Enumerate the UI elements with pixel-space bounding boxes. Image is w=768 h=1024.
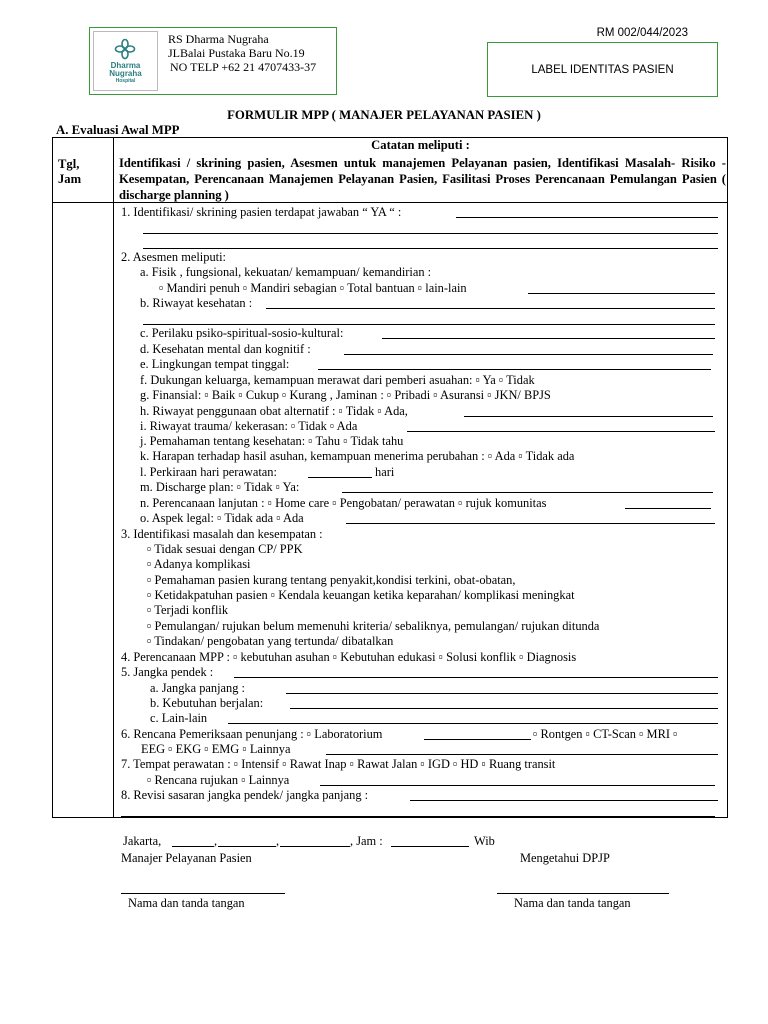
item-3-option[interactable]: ▫ Adanya komplikasi	[147, 557, 251, 571]
notes-column-description: Identifikasi / skrining pasien, Asesmen untuk manajemen Pelayanan pasien, Identifikasi Masalah- Risiko - Kesempatan, Perencanaan Manajemen Pelayanan Pasien, Fasilitasi Proses Perencanaan Pemulangan Pasien ( discharge planning )	[119, 156, 726, 202]
fill-line[interactable]	[266, 308, 715, 309]
item-3-option[interactable]: ▫ Tindakan/ pengobatan yang tertunda/ dibatalkan	[147, 634, 394, 648]
item-5b-ongoing-needs: b. Kebutuhan berjalan:	[150, 696, 264, 710]
date-month-line[interactable]	[218, 846, 276, 847]
case-manager-role: Manajer Pelayanan Pasien	[121, 851, 252, 865]
time-line[interactable]	[391, 846, 469, 847]
fill-line[interactable]	[464, 416, 713, 417]
case-manager-signature-line[interactable]	[121, 893, 285, 894]
fill-line[interactable]	[290, 708, 718, 709]
document-number: RM 002/044/2023	[596, 27, 688, 39]
fill-line[interactable]	[625, 508, 711, 509]
date-year-line[interactable]	[280, 846, 350, 847]
item-2l-estimated-stay: l. Perkiraan hari perawatan:	[140, 465, 277, 479]
item-5a-long-term: a. Jangka panjang :	[150, 681, 245, 695]
item-2a-physical: a. Fisik , fungsional, kekuatan/ kemampuan/ kemandirian :	[140, 265, 432, 279]
fill-line[interactable]	[456, 217, 718, 218]
dpjp-role: Mengetahui DPJP	[520, 851, 610, 865]
fill-line[interactable]	[407, 431, 715, 432]
table-column-divider	[113, 137, 114, 818]
fill-line[interactable]	[318, 369, 711, 370]
item-2i-trauma[interactable]: i. Riwayat trauma/ kekerasan: ▫ Tidak ▫ Ada	[140, 419, 358, 433]
fill-line[interactable]	[143, 248, 718, 249]
fill-line[interactable]	[143, 233, 718, 234]
patient-label-text: LABEL IDENTITAS PASIEN	[531, 63, 674, 76]
fill-line[interactable]	[342, 492, 713, 493]
fill-line[interactable]	[234, 677, 718, 678]
item-6-exam-options-2[interactable]: EEG ▫ EKG ▫ EMG ▫ Lainnya	[141, 742, 291, 756]
dpjp-signature-line[interactable]	[497, 893, 669, 894]
item-5c-others: c. Lain-lain	[150, 711, 208, 725]
item-4-mpp-planning[interactable]: 4. Perencanaan MPP : ▫ kebutuhan asuhan ▫ Kebutuhan edukasi ▫ Solusi konflik ▫ Diagnosis	[121, 650, 577, 664]
patient-label-box	[487, 42, 718, 97]
fill-line[interactable]	[346, 523, 715, 524]
comma: ,	[276, 834, 280, 848]
days-unit: hari	[375, 465, 395, 479]
flower-logo-icon	[114, 38, 136, 60]
item-2g-financial[interactable]: g. Finansial: ▫ Baik ▫ Cukup ▫ Kurang , Jaminan : ▫ Pribadi ▫ Asuransi ▫ JKN/ BPJS	[140, 388, 551, 402]
item-2f-family-support[interactable]: f. Dukungan keluarga, kemampuan merawat dari pemberi asuahan: ▫ Ya ▫ Tidak	[140, 373, 535, 387]
fill-line[interactable]	[344, 354, 713, 355]
item-6-exam-options[interactable]: ▫ Rontgen ▫ CT-Scan ▫ MRI ▫	[533, 727, 678, 741]
item-3-option[interactable]: ▫ Pemulangan/ rujukan belum memenuhi kriteria/ sebaliknya, pemulangan/ rujukan ditunda	[147, 619, 600, 633]
item-5-short-term: 5. Jangka pendek :	[121, 665, 214, 679]
item-2h-alternative-medicine[interactable]: h. Riwayat penggunaan obat alternatif : ▫ Tidak ▫ Ada,	[140, 404, 408, 418]
dpjp-caption: Nama dan tanda tangan	[514, 896, 631, 910]
item-3-option[interactable]: ▫ Ketidakpatuhan pasien ▫ Kendala keuangan ketika keparahan/ komplikasi meningkat	[147, 588, 575, 602]
hospital-phone: NO TELP +62 21 4707433-37	[170, 60, 317, 74]
comma: ,	[214, 834, 218, 848]
logo-text-nugraha: Nugraha	[109, 69, 142, 78]
fill-line[interactable]	[424, 739, 531, 740]
signature-wib: Wib	[474, 834, 495, 848]
item-2-assessment: 2. Asesmen meliputi:	[121, 250, 226, 264]
item-8-target-revision: 8. Revisi sasaran jangka pendek/ jangka panjang :	[121, 788, 369, 802]
fill-line[interactable]	[121, 816, 715, 817]
fill-line[interactable]	[228, 723, 718, 724]
hospital-logo	[93, 31, 158, 91]
fill-line[interactable]	[410, 800, 718, 801]
date-day-line[interactable]	[172, 846, 214, 847]
hospital-name: RS Dharma Nugraha	[168, 32, 269, 46]
jam-label: Jam	[58, 172, 82, 186]
item-6-supporting-exams[interactable]: 6. Rencana Pemeriksaan penunjang : ▫ Laboratorium	[121, 727, 383, 741]
item-3-problem-identification: 3. Identifikasi masalah dan kesempatan :	[121, 527, 323, 541]
logo-text-dharma: Dharma	[110, 61, 141, 70]
item-3-option[interactable]: ▫ Tidak sesuai dengan CP/ PPK	[147, 542, 303, 556]
item-2n-follow-up-plan[interactable]: n. Perencanaan lanjutan : ▫ Home care ▫ Pengobatan/ perawatan ▫ rujuk komunitas	[140, 496, 547, 510]
fill-line[interactable]	[143, 324, 715, 325]
item-7-care-location[interactable]: 7. Tempat perawatan : ▫ Intensif ▫ Rawat Inap ▫ Rawat Jalan ▫ IGD ▫ HD ▫ Ruang transit	[121, 757, 556, 771]
date-time-column-header	[58, 157, 81, 187]
item-3-option[interactable]: ▫ Pemahaman pasien kurang tentang penyakit,kondisi terkini, obat-obatan,	[147, 573, 516, 587]
form-title: FORMULIR MPP ( MANAJER PELAYANAN PASIEN )	[227, 108, 541, 122]
signature-place: Jakarta,	[123, 834, 162, 848]
item-2b-health-history: b. Riwayat kesehatan :	[140, 296, 253, 310]
fill-line[interactable]	[320, 785, 715, 786]
item-2d-mental-health: d. Kesehatan mental dan kognitif :	[140, 342, 311, 356]
signature-jam: , Jam :	[350, 834, 383, 848]
item-2e-environment: e. Lingkungan tempat tinggal:	[140, 357, 290, 371]
item-2c-psycho-spiritual: c. Perilaku psiko-spiritual-sosio-kultural:	[140, 326, 344, 340]
fill-line[interactable]	[326, 754, 718, 755]
item-1-identification: 1. Identifikasi/ skrining pasien terdapat jawaban “ YA “ :	[121, 205, 402, 219]
item-2j-health-understanding[interactable]: j. Pemahaman tentang kesehatan: ▫ Tahu ▫ Tidak tahu	[140, 434, 404, 448]
hospital-address: JLBalai Pustaka Baru No.19	[168, 46, 305, 60]
fill-line[interactable]	[286, 693, 718, 694]
case-manager-caption: Nama dan tanda tangan	[128, 896, 245, 910]
item-7-referral-plan[interactable]: ▫ Rencana rujukan ▫ Lainnya	[147, 773, 290, 787]
notes-column-title: Catatan meliputi :	[371, 138, 470, 152]
item-3-option[interactable]: ▫ Terjadi konflik	[147, 603, 229, 617]
logo-text-hospital: Hospital	[115, 78, 136, 84]
tgl-label: Tgl,	[58, 157, 80, 171]
item-2m-discharge-plan[interactable]: m. Discharge plan: ▫ Tidak ▫ Ya:	[140, 480, 300, 494]
item-2k-expectations[interactable]: k. Harapan terhadap hasil asuhan, kemampuan menerima perubahan : ▫ Ada ▫ Tidak ada	[140, 449, 575, 463]
fill-line[interactable]	[528, 293, 715, 294]
item-2o-legal-aspect[interactable]: o. Aspek legal: ▫ Tidak ada ▫ Ada	[140, 511, 304, 525]
fill-line[interactable]	[382, 338, 715, 339]
item-2a-options[interactable]: ▫ Mandiri penuh ▫ Mandiri sebagian ▫ Total bantuan ▫ lain-lain	[159, 281, 467, 295]
fill-line[interactable]	[308, 477, 372, 478]
section-heading: A. Evaluasi Awal MPP	[56, 123, 180, 137]
